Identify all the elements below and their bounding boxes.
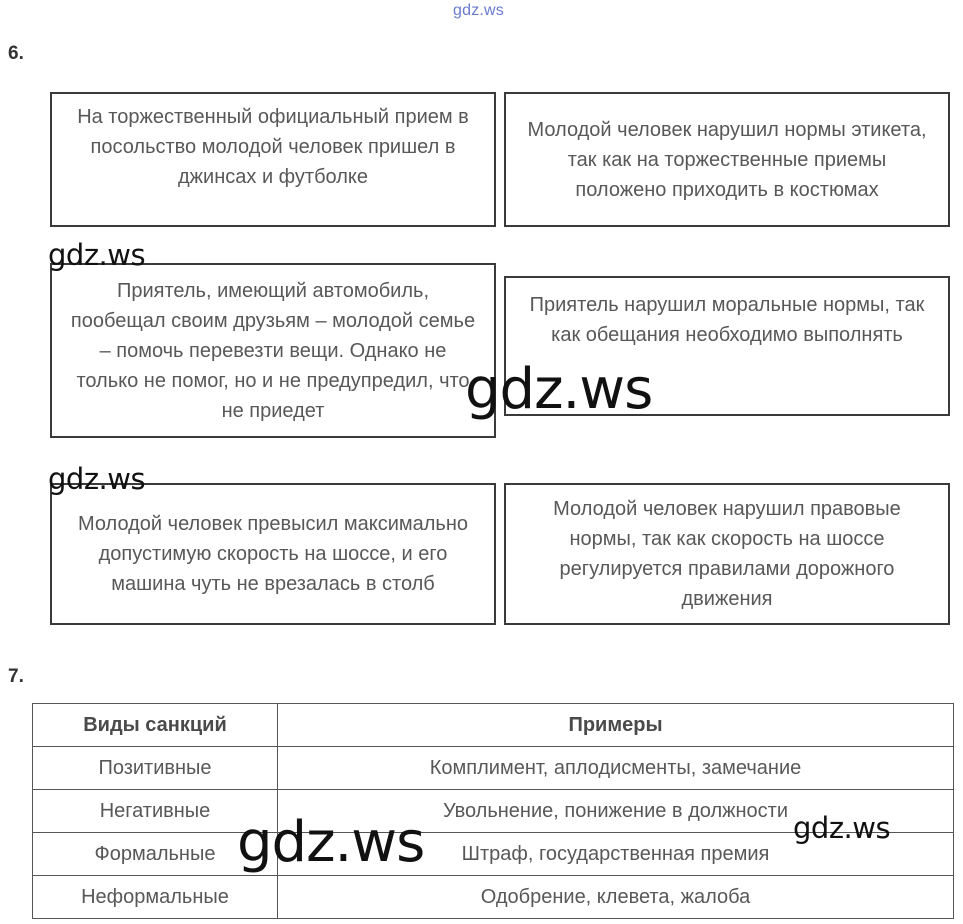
watermark-small-3: gdz.ws [793, 811, 891, 845]
situation-text-1: На торжественный официальный прием в посольство молодой человек пришел в джинсах и футболке [77, 106, 469, 188]
watermark-large-1: gdz.ws [465, 357, 653, 422]
question-number-6: 6. [8, 43, 24, 64]
situation-text-2: Приятель, имеющий автомобиль, пообещал своим друзьям – молодой семье – помочь перевезти вещи. Однако не только не помог, но и не предупредил, что не приедет [70, 279, 476, 422]
sanction-example-cell: Увольнение, понижение в должности [278, 790, 954, 833]
watermark-large-2: gdz.ws [237, 810, 425, 875]
situation-box-2 [50, 263, 496, 438]
watermark-small-1: gdz.ws [48, 238, 146, 272]
sanction-type-cell: Формальные [33, 833, 278, 876]
answer-text-1: Молодой человек нарушил нормы этикета, так как на торжественные приемы положено приходить в костюмах [527, 118, 927, 201]
table-row [33, 747, 954, 790]
sanction-type-cell: Позитивные [33, 747, 278, 790]
answer-text-2: Приятель нарушил моральные нормы, так как обещания необходимо выполнять [529, 294, 925, 346]
watermark-top: gdz.ws [453, 2, 504, 19]
answer-box-3 [504, 483, 950, 625]
header-cell-examples: Примеры [278, 704, 954, 747]
watermark-small-2: gdz.ws [48, 462, 146, 496]
sanction-type-cell: Неформальные [33, 876, 278, 919]
situation-box-1 [50, 92, 496, 227]
answer-text-3: Молодой человек нарушил правовые нормы, так как скорость на шоссе регулируется правилами дорожного движения [553, 498, 901, 610]
sanction-type-cell: Негативные [33, 790, 278, 833]
table-header-row [33, 704, 954, 747]
situation-box-3 [50, 483, 496, 625]
answer-box-1 [504, 92, 950, 227]
table-row [33, 876, 954, 919]
sanction-example-cell: Штраф, государственная премия [278, 833, 954, 876]
question-number-7: 7. [8, 666, 24, 687]
sanction-example-cell: Комплимент, аплодисменты, замечание [278, 747, 954, 790]
situation-text-3: Молодой человек превысил максимально допустимую скорость на шоссе, и его машина чуть не врезалась в столб [77, 513, 469, 595]
sanction-example-cell: Одобрение, клевета, жалоба [278, 876, 954, 919]
header-cell-types: Виды санкций [33, 704, 278, 747]
